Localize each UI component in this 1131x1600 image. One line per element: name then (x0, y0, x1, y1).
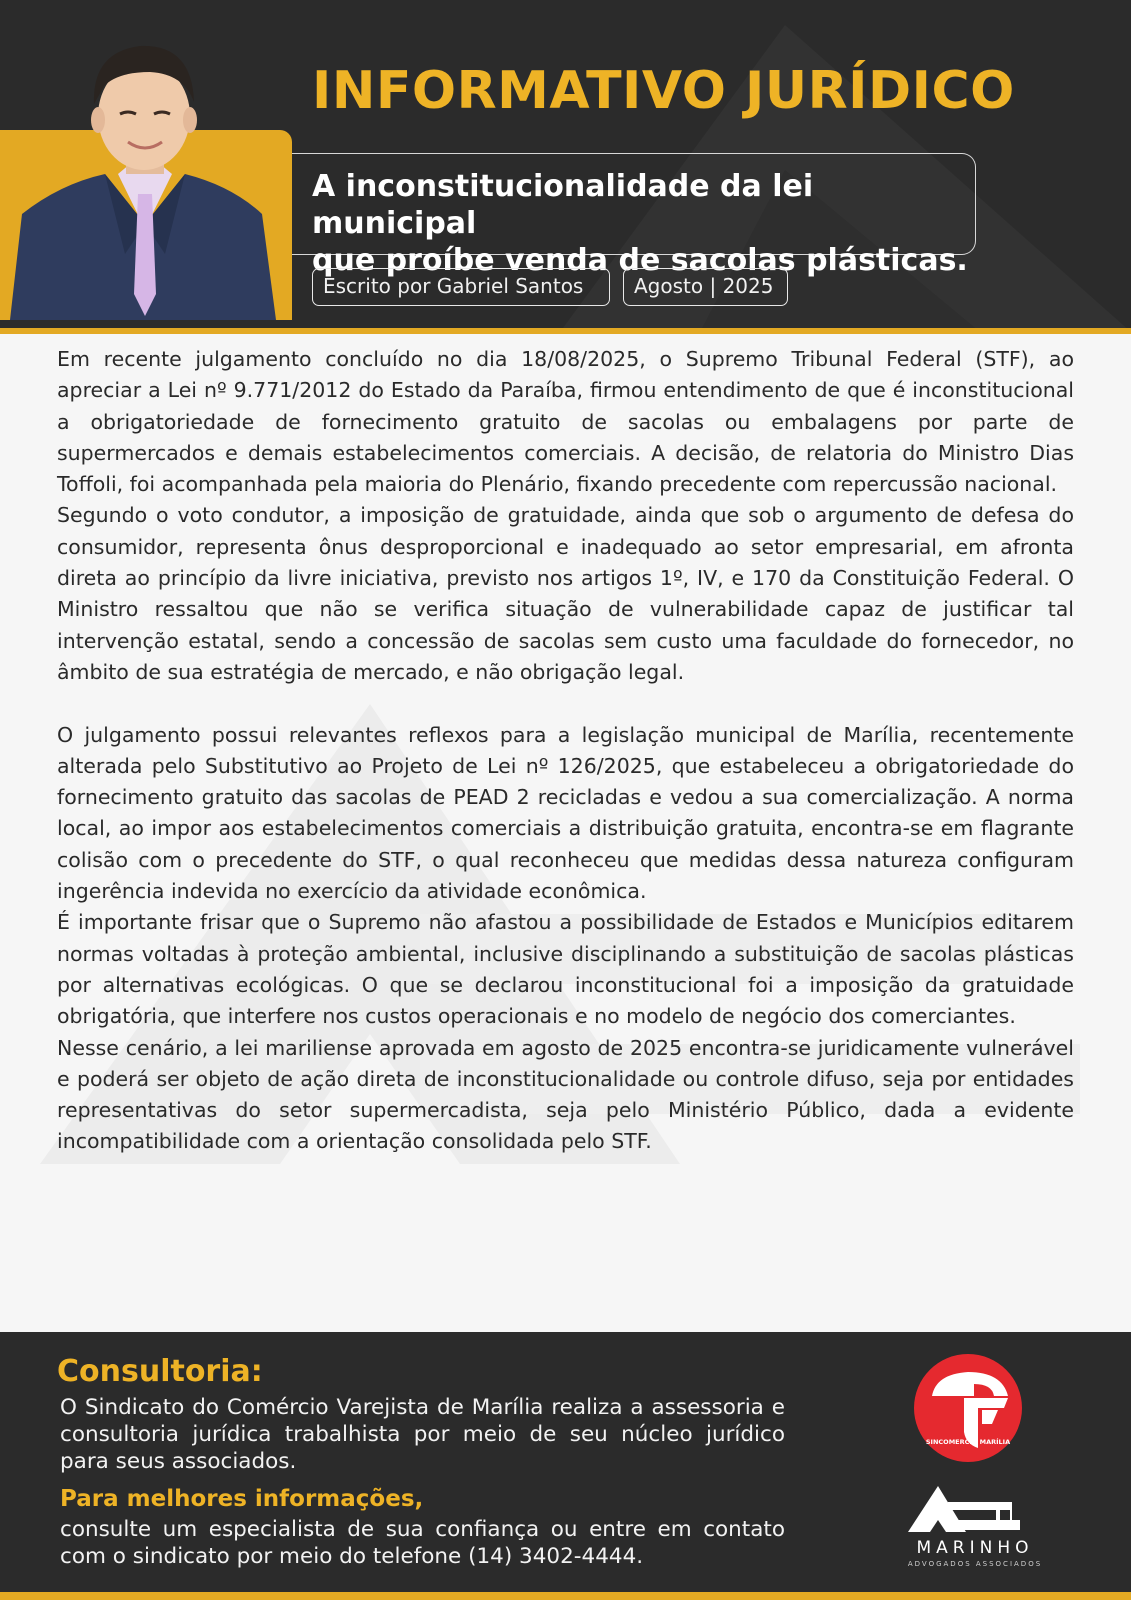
article-paragraph-4: É importante frisar que o Supremo não afastou a possibilidade de Estados e Municípios editarem normas voltadas à proteção ambiental, inclusive disciplinando a substituição de sacolas plásticas por alternativas ecológicas. O que se declarou inconstitucional foi a imposição da gratuidade obrigatória, que interfere nos custos operacionais e no modelo de negócio dos comerciantes. (57, 910, 1074, 1029)
article-paragraph-3: O julgamento possui relevantes reflexos para a legislação municipal de Marília, recentemente alterada pelo Substitutivo ao Projeto de Lei nº 126/2025, que estabeleceu a obrigatoriedade do fornecimento gratuito das sacolas de PEAD 2 recicladas e vedou a sua comercialização. A norma local, ao impor aos estabelecimentos comerciais a distribuição gratuita, encontra-se em flagrante colisão com o precedente do STF, o qual reconheceu que medidas dessa natureza configuram ingerência indevida no exercício da atividade econômica. (57, 722, 1074, 904)
article-text (57, 344, 1074, 1158)
gold-divider-bottom (0, 1592, 1131, 1600)
sincomercio-logo (912, 1352, 1024, 1464)
consult-description: O Sindicato do Comércio Varejista de Marília realiza a assessoria e consultoria jurídica trabalhista por meio de seu núcleo jurídico para seus associados. (60, 1395, 785, 1474)
article-paragraph-1: Em recente julgamento concluído no dia 18/08/2025, o Supremo Tribunal Federal (STF), ao apreciar a Lei nº 9.771/2012 do Estado da Paraíba, firmou entendimento de que é inconstitucional a obrigatoriedade de fornecimento gratuito de sacolas ou embalagens por parte de supermercados e demais estabelecimentos comerciais. A decisão, de relatoria do Ministro Dias Toffoli, foi acompanhada pela maioria do Plenário, fixando precedente com repercussão nacional. (57, 347, 1074, 497)
article-paragraph-2: Segundo o voto condutor, a imposição de gratuidade, ainda que sob o argumento de defesa do consumidor, representa ônus desproporcional e inadequado ao setor empresarial, em afronta direta ao princípio da livre iniciativa, previsto nos artigos 1º, IV, e 170 da Constituição Federal. O Ministro ressaltou que não se verifica situação de vulnerabilidade capaz de justificar tal intervenção estatal, sendo a concessão de sacolas sem custo uma faculdade do fornecedor, no âmbito de sua estratégia de mercado, e não obrigação legal. (57, 503, 1074, 684)
article-body (0, 334, 1131, 1332)
header-banner (0, 0, 1131, 332)
consult-heading: Consultoria: (57, 1354, 263, 1389)
article-subtitle (312, 168, 972, 279)
marinho-logo-subtitle: ADVOGADOS ASSOCIADOS (907, 1560, 1043, 1568)
date-badge: Agosto | 2025 (623, 268, 788, 306)
author-portrait-photo (0, 24, 288, 320)
article-paragraph-5: Nesse cenário, a lei mariliense aprovada em agosto de 2025 encontra-se juridicamente vulnerável e poderá ser objeto de ação direta de inconstitucionalidade ou controle difuso, seja por entidades representativas do setor supermercadista, seja pelo Ministério Público, dada a evidente incompatibilidade com a orientação consolidada pelo STF. (57, 1035, 1074, 1154)
page-title: INFORMATIVO JURÍDICO (312, 61, 1015, 121)
marinho-logo-name: MARINHO (916, 1538, 1034, 1558)
info-heading: Para melhores informações, (60, 1486, 424, 1512)
subtitle-line-1: A inconstitucionalidade da lei municipal (312, 169, 814, 241)
contact-description: consulte um especialista de sua confiança ou entre em contato com o sindicato por meio do telefone (14) 3402-4444. (60, 1517, 785, 1569)
footer-contact (0, 1332, 1131, 1592)
author-badge: Escrito por Gabriel Santos (312, 268, 610, 306)
subtitle-line-2: que proíbe venda de sacolas plásticas. (312, 243, 968, 278)
sincomercio-logo-text: SINCOMERCIO MARÍLIA (925, 1438, 1011, 1446)
